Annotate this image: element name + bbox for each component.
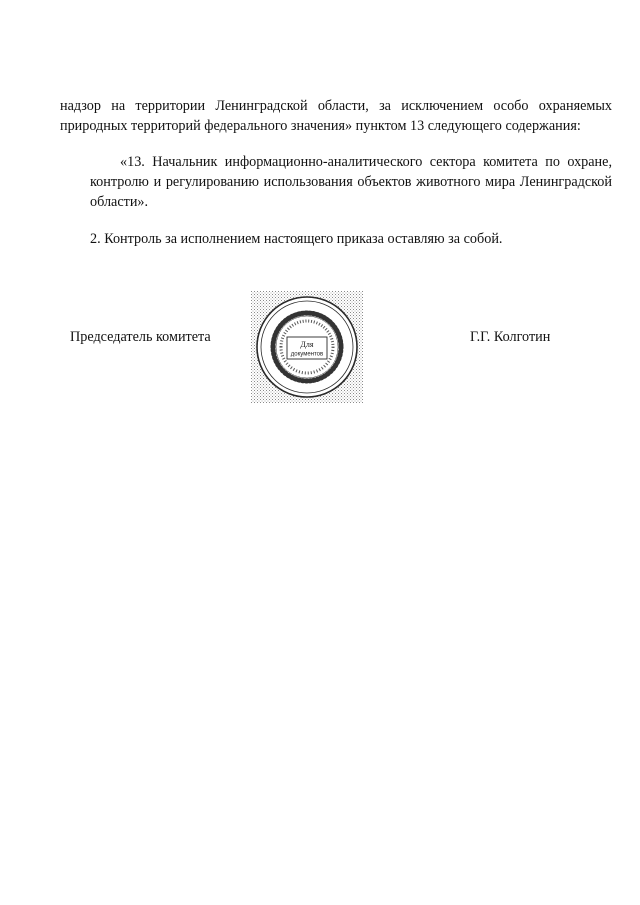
- paragraph-2-line-3: области».: [90, 194, 149, 210]
- paragraph-2-line-2: контролю и регулированию использования объектов животного мира Ленинградской: [90, 174, 612, 190]
- stamp-center-text-2: документов: [290, 351, 324, 358]
- paragraph-1-line-1: надзор на территории Ленинградской области, за исключением особо охраняемых: [60, 98, 612, 114]
- paragraph-2-line-1: «13. Начальник информационно-аналитического сектора комитета по охране,: [120, 154, 612, 170]
- stamp-center-text-1: Для: [300, 340, 314, 349]
- signatory-name: Г.Г. Колготин: [470, 329, 551, 345]
- paragraph-2: [60, 152, 612, 212]
- seal-graphic: [251, 291, 363, 403]
- signatory-position: Председатель комитета: [70, 329, 211, 345]
- official-seal-stamp: [251, 291, 363, 403]
- paragraph-1-line-2: природных территорий федерального значения» пунктом 13 следующего содержания:: [60, 118, 581, 134]
- paragraph-3: 2. Контроль за исполнением настоящего приказа оставляю за собой.: [90, 231, 503, 247]
- paragraph-1: [60, 96, 612, 136]
